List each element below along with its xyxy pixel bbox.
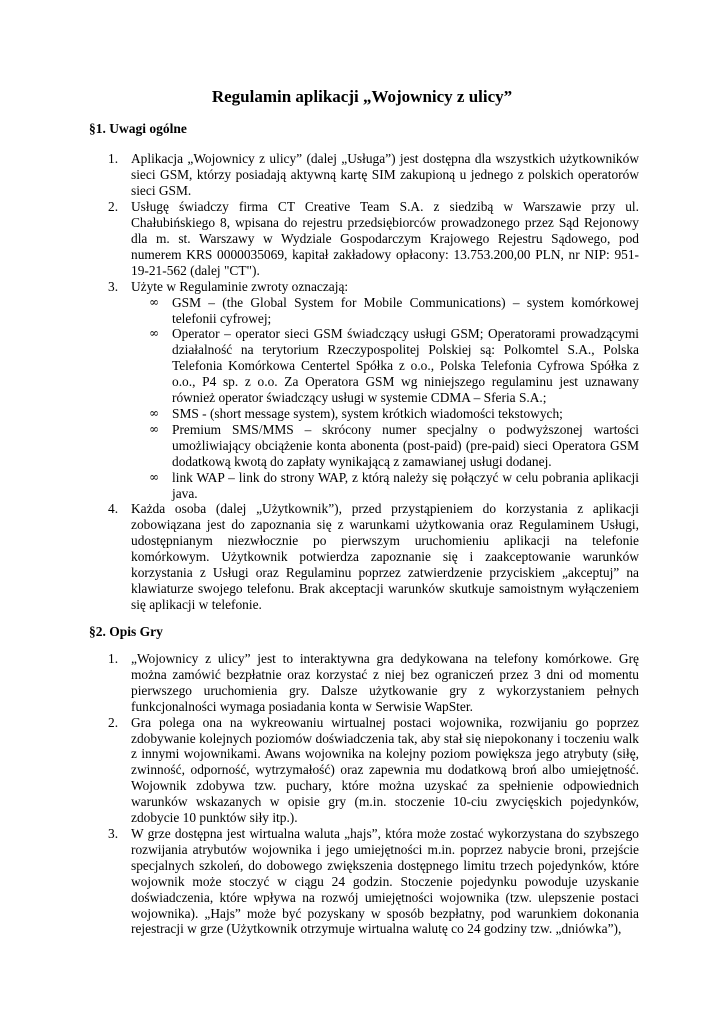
list-item <box>0 279 639 502</box>
list-item <box>0 715 639 826</box>
infinity-bullet-icon: ∞ <box>149 469 159 484</box>
definition-text: Premium SMS/MMS – skrócony numer specjalny o podwyższonej wartości umożliwiający obciążenie konta abonenta (post-paid) (pre-paid) sieci Operatora GSM dodatkową kwotą do zapłaty wynikającą z zamawianej usługi dodanej. <box>172 421 639 469</box>
definition-text: link WAP – link do strony WAP, z którą należy się połączyć w celu pobrania aplikacji java. <box>172 469 639 501</box>
definition-text: GSM – (the Global System for Mobile Communications) – system komórkowej telefonii cyfrowej; <box>172 294 639 326</box>
definitions-list <box>131 295 639 502</box>
item-number: 1. <box>108 651 119 666</box>
list-item <box>0 826 639 937</box>
item-text: Aplikacja „Wojownicy z ulicy” (dalej „Usługa”) jest dostępna dla wszystkich użytkowników sieci GSM, którzy posiadają aktywną kartę SIM zakupioną u jednego z polskich operatorów sieci GSM. <box>131 151 639 198</box>
list-item <box>0 151 639 199</box>
section-2-heading: §2. Opis Gry <box>89 624 163 639</box>
infinity-bullet-icon: ∞ <box>149 294 159 309</box>
item-number: 2. <box>108 714 119 730</box>
item-number: 3. <box>108 278 119 294</box>
definition-item <box>131 422 639 470</box>
infinity-bullet-icon: ∞ <box>149 326 159 341</box>
list-item <box>0 501 639 612</box>
item-text: Gra polega ona na wykreowaniu wirtualnej postaci wojownika, rozwijaniu go poprzez zdobywanie kolejnych poziomów doświadczenia tak, aby stał się niepokonany i toczeniu walk z innymi wojownikami. Awans wojownika na kolejny poziom powiększa jego atrybuty (siłę, zwinność, odporność, wytrzymałość) oraz zapewnia mu dodatkową broń albo umiejętność. Wojownik zdobywa tzw. puchary, które można uzyskać za spełnienie odpowiednich warunków wskazanych w opisie gry (m.in. stoczenie 10-ciu zwycięskich pojedynków, zdobycie 10 punktów siły itp.). <box>131 714 639 826</box>
list-item <box>0 651 639 715</box>
infinity-bullet-icon: ∞ <box>149 406 159 420</box>
item-text: „Wojownicy z ulicy” jest to interaktywna gra dedykowana na telefony komórkowe. Grę można zamówić bezpłatnie oraz korzystać z niej bez ograniczeń przez 3 dni od momentu pierwszego uruchomienia gry. Dalsze użytkowanie gry z wykorzystaniem pełnych funkcjonalności wymaga posiadania konta w Serwisie WapSter. <box>131 651 639 714</box>
item-text: Usługę świadczy firma CT Creative Team S.A. z siedzibą w Warszawie przy ul. Chałubińskiego 8, wpisana do rejestru przedsiębiorców prowadzonego przez Sąd Rejonowy dla m. st. Warszawy w Wydziale Gospodarczym Krajowego Rejestru Sądowego, pod numerem KRS 0000035069, kapitał zakładowy opłacony: 13.753.200,00 PLN, nr NIP: 951-19-21-562 (dalej "CT"). <box>131 199 639 278</box>
section-2-list <box>0 651 724 937</box>
item-text: Każda osoba (dalej „Użytkownik”), przed przystąpieniem do korzystania z aplikacji zobowiązana jest do zapoznania się z warunkami użytkowania oraz Regulaminem Usługi, udostępnianym niezwłocznie po pierwszym uruchomieniu aplikacji na telefonie komórkowym. Użytkownik potwierdza zapoznanie się i zaakceptowanie warunków korzystania z Usługi oraz Regulaminu poprzez zatwierdzenie przyciskiem „akceptuj” na klawiaturze swojego telefonu. Brak akceptacji warunków skutkuje samoistnym wyłączeniem się aplikacji w telefonie. <box>131 501 639 612</box>
section-1-heading: §1. Uwagi ogólne <box>89 121 187 136</box>
document-title: Regulamin aplikacji „Wojownicy z ulicy” <box>211 87 513 106</box>
item-text: Użyte w Regulaminie zwroty oznaczają: <box>131 278 349 294</box>
definition-text: Operator – operator sieci GSM świadczący usługi GSM; Operatorami prowadzącymi działalność na terytorium Rzeczypospolitej Polskiej są: Polkomtel S.A., Polska Telefonia Komórkowa Centertel Spółka z o.o., Polska Telefonia Cyfrowa Spółka z o.o., P4 sp. z o.o. Za Operatora GSM wg niniejszego regulaminu jest uznawany również operator świadczący usługi w systemie CDMA – Sferia S.A.; <box>172 326 639 406</box>
definition-item <box>131 470 639 502</box>
item-text: W grze dostępna jest wirtualna waluta „hajs”, która może zostać wykorzystana do szybszego rozwijania atrybutów wojownika i jego umiejętności m.in. poprzez nabycie broni, przejście specjalnych szkoleń, do dobowego zwiększenia dostępnego limitu trzech pojedynków, które wojownik może stoczyć w ciągu 24 godzin. Stoczenie pojedynku powoduje uzyskanie doświadczenia, które wpływa na rozwój umiejętności wojownika (tzw. ulepszenie postaci wojownika). „Hajs” może być pozyskany w sposób bezpłatny, pod warunkiem dokonania rejestracji w grze (Użytkownik otrzymuje wirtualna walutę co 24 godziny tzw. „dniówka”), <box>131 825 639 937</box>
definition-text: SMS - (short message system), system krótkich wiadomości tekstowych; <box>172 406 563 421</box>
item-number: 1. <box>108 151 119 166</box>
list-item <box>0 199 639 279</box>
item-number: 2. <box>108 199 119 215</box>
definition-item <box>131 326 639 406</box>
definition-item <box>131 295 639 327</box>
item-number: 4. <box>108 501 119 517</box>
section-1-list <box>0 151 724 613</box>
infinity-bullet-icon: ∞ <box>149 421 159 436</box>
definition-item <box>131 406 639 422</box>
item-number: 3. <box>108 825 119 841</box>
